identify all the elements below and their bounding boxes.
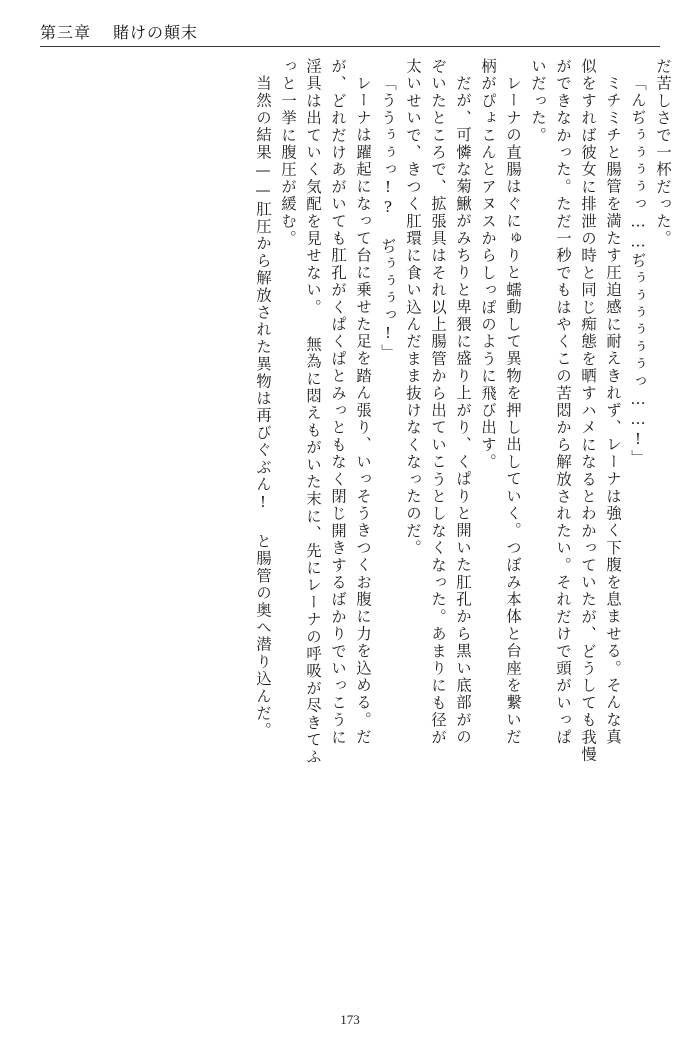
text-line: 「んぢぅぅぅぅっ……ぢぅぅぅぅぅぅっ……!」	[629, 75, 647, 467]
text-line: 「ううぅぅっ!? ぢぅぅぅっ!」	[379, 75, 397, 361]
text-line: レーナの直腸はぐにゅりと蠕動して異物を押し出していく。つぼみ本体と台座を繋いだ	[504, 75, 522, 746]
chapter-title: 賭けの顛末	[113, 22, 199, 42]
text-line: 淫具は出ていく気配を見せない。 無為に悶えもがいた末に、先にレーナの呼吸が尽きてふ	[304, 58, 322, 766]
text-line: っと一挙に腹圧が緩む。	[279, 58, 297, 248]
text-line: が、どれだけあがいても肛孔がくぱくぱとみっともなく閉じ開きするばかりでいっこうに	[329, 58, 347, 746]
page-header	[40, 16, 660, 46]
text-line: だが、可憐な菊鰍がみちりと卑猥に盛り上がり、くぱりと開いた肛孔から黒い底部がの	[454, 75, 472, 746]
text-line: 柄がぴょこんとアヌスからしっぽのように飛び出す。	[479, 58, 497, 471]
text-line: 太いせいで、きつく肛環に食い込んだまま抜けなくなったのだ。	[404, 58, 422, 557]
text-line: だ苦しさで一杯だった。	[654, 58, 672, 248]
text-line: レーナは躍起になって台に乗せた足を踏ん張り、いっそうきつくお腹に力を込める。だ	[354, 75, 372, 746]
text-line: 当然の結果——肛圧から解放された異物は再びぐぶん! と腸管の奥へ潜り込んだ。	[254, 75, 272, 740]
text-line: 似をすれば彼女に排泄の時と同じ痴態を晒すハメになるとわかっていたが、どうしても我慢	[579, 58, 597, 764]
text-line: ができなかった。ただ一秒でもはやくこの苦悶から解放されたい。それだけで頭がいっぱ	[554, 58, 572, 746]
text-line: ミチミチと腸管を満たす圧迫感に耐えきれず、レーナは強く下腹を息ませる。そんな真	[604, 75, 622, 746]
text-line: ぞいたところで、拡張具はそれ以上腸管から出ていこうとしなくなった。あまりにも径が	[429, 58, 447, 746]
body-text	[34, 58, 670, 990]
page-number: 173	[340, 1012, 360, 1027]
chapter-label: 第三章	[40, 22, 92, 42]
text-line: いだった。	[529, 58, 547, 144]
header-divider	[40, 46, 660, 47]
